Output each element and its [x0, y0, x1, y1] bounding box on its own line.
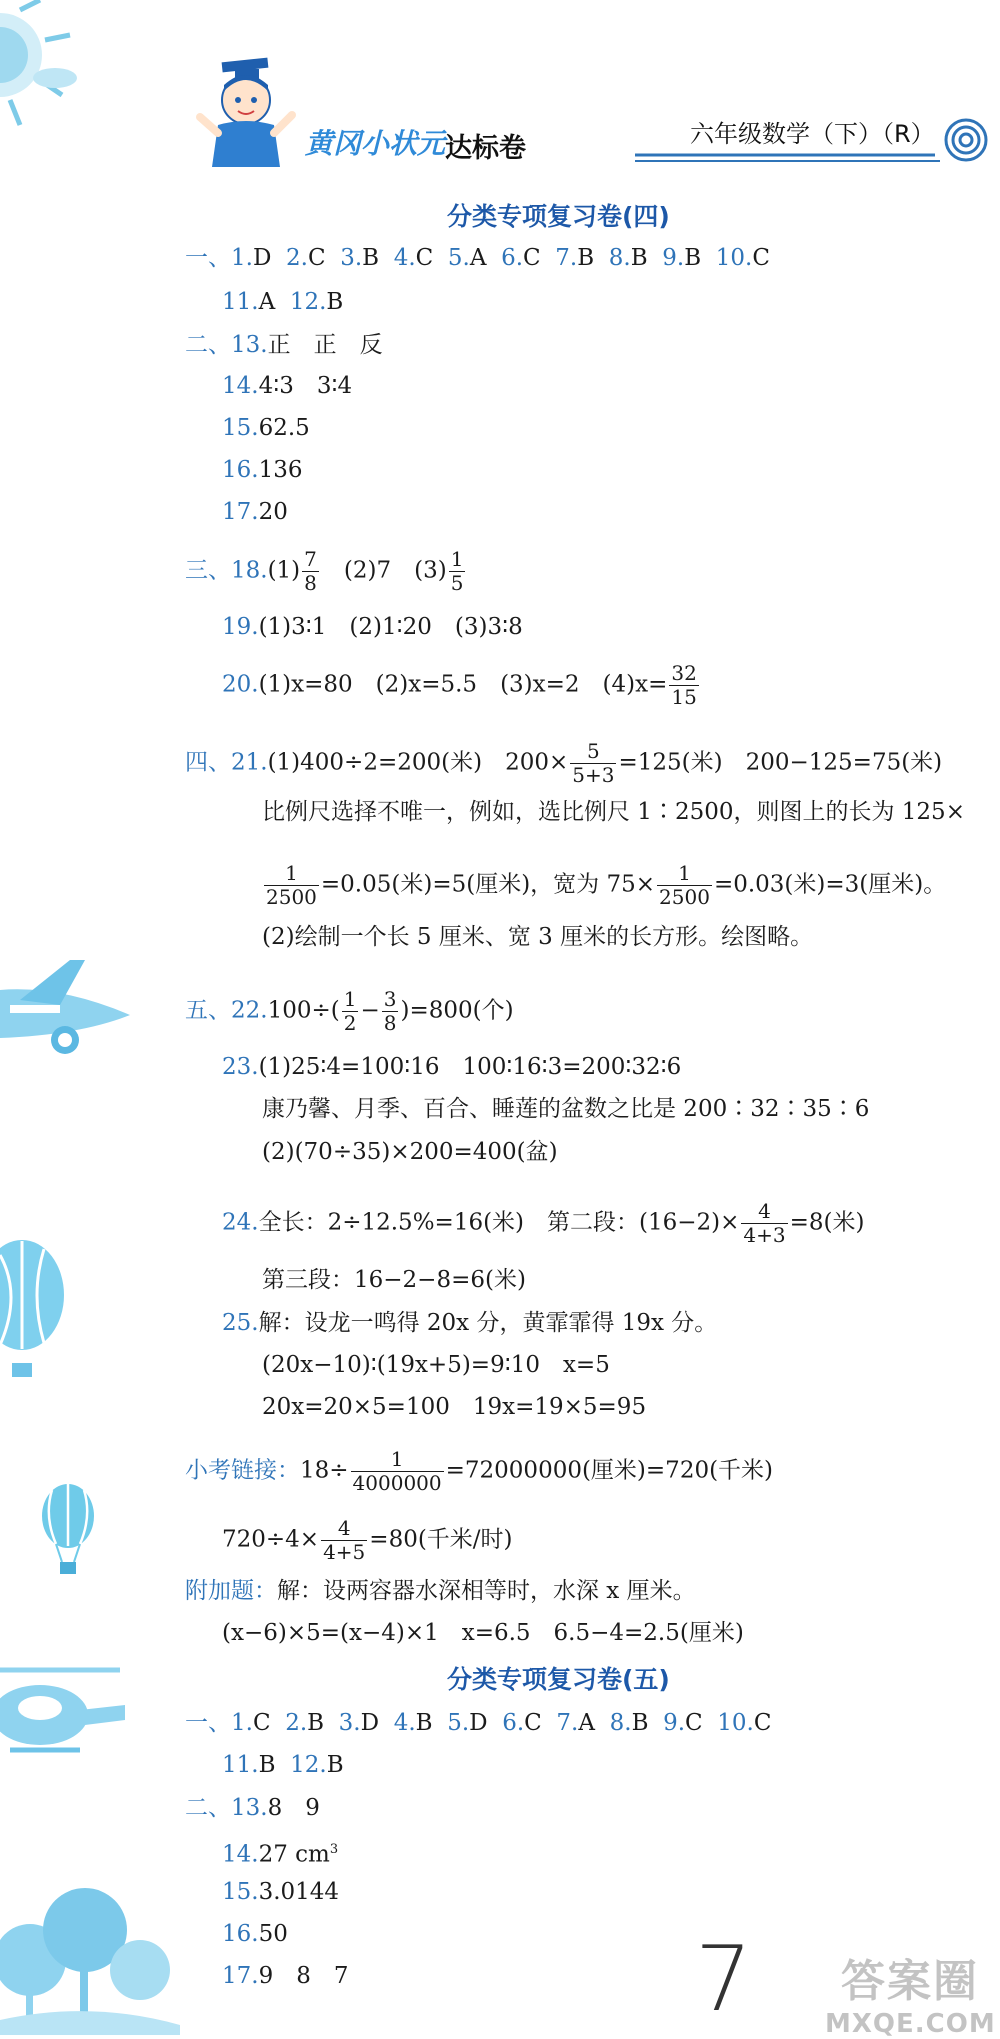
numerator: 7 [304, 547, 317, 571]
s4-row-21-line3 [262, 862, 946, 909]
denominator: 15 [671, 685, 697, 709]
watermark-url: MXQE.COM [825, 2009, 996, 2039]
q16-number: 16. [222, 1921, 259, 1947]
denominator: 8 [383, 1011, 397, 1035]
numerator: 4 [741, 1200, 787, 1224]
numerator: 3 [383, 987, 397, 1011]
s4-row-25-line3: 20x=20×5=100 19x=19×5=95 [262, 1394, 647, 1420]
answer: (1)25∶4=100∶16 100∶16∶3=200∶32∶6 [258, 1054, 682, 1080]
q15-number: 15. [222, 1879, 259, 1905]
brand-suffix: 达标卷 [445, 133, 526, 164]
hot-air-balloon-large-decoration [0, 1235, 90, 1385]
q1-number: 一、1. [185, 1710, 253, 1736]
s5-row-17 [222, 1961, 348, 1991]
fraction [382, 988, 399, 1035]
answer: C [753, 1710, 772, 1736]
answer: 4∶3 3∶4 [258, 373, 353, 399]
text: =0.05(米)=5(厘米)，宽为 75× [320, 871, 656, 898]
section-5-title: 分类专项复习卷(五) [447, 1665, 670, 1694]
helicopter-decoration [0, 1650, 130, 1770]
numerator: 1 [264, 862, 319, 886]
s4-row-21 [185, 740, 942, 787]
denominator: 2500 [659, 885, 710, 909]
s4-row-23-line2: 康乃馨、月季、百合、睡莲的盆数之比是 200∶32∶35∶6 [262, 1096, 870, 1122]
q12-number: 12. [290, 1752, 327, 1778]
q7-number: 7. [556, 1710, 579, 1736]
q5-number: 5. [447, 245, 470, 271]
q13-number: 二、13. [185, 1795, 268, 1821]
answer: C [523, 245, 541, 271]
s4-row-19 [222, 612, 523, 642]
q13-number: 二、13. [185, 332, 268, 358]
s4-row-20 [222, 662, 701, 709]
s5-row-16 [222, 1919, 288, 1949]
answer: C [685, 1710, 703, 1736]
numerator: 1 [351, 1448, 444, 1472]
s5-row-2 [222, 1750, 344, 1780]
q2-number: 2. [285, 1710, 308, 1736]
q6-number: 6. [501, 245, 524, 271]
link-question-label: 小考链接： [185, 1457, 300, 1484]
answer: B [577, 245, 595, 271]
q22-number: 五、22. [185, 997, 268, 1024]
mascot-scholar-icon [180, 55, 310, 170]
answer: (1)x=80 (2)x=5.5 (3)x=2 (4)x= [258, 671, 668, 698]
fraction [321, 1517, 367, 1564]
text: 全长：2÷12.5%=16(米) 第二段：(16−2)× [258, 1209, 740, 1236]
numerator: 1 [657, 862, 712, 886]
q25-number: 25. [222, 1310, 259, 1336]
s5-row-1 [185, 1708, 771, 1738]
answer: 正 正 反 [267, 332, 383, 358]
s4-row-24 [222, 1200, 865, 1247]
s4-row-18 [185, 548, 467, 595]
airplane-decoration [0, 960, 140, 1080]
s4-row-23-line3: (2)(70÷35)×200=400(盆) [262, 1139, 558, 1165]
text: )=800(个) [400, 997, 514, 1024]
q20-number: 20. [222, 671, 259, 698]
answer: C [307, 245, 326, 271]
s4-row-1 [185, 243, 770, 273]
fraction [264, 862, 319, 909]
q11-number: 11. [222, 289, 259, 315]
s5-row-13 [185, 1793, 320, 1823]
q16-number: 16. [222, 457, 259, 483]
answer: A [258, 289, 276, 315]
answer: 8 9 [267, 1795, 320, 1821]
q9-number: 9. [663, 1710, 686, 1736]
answer: A [469, 245, 487, 271]
q4-number: 4. [393, 245, 416, 271]
fraction [570, 740, 616, 787]
answer: C [415, 245, 434, 271]
header-swoosh-decoration [630, 112, 1000, 164]
q10-number: 10. [717, 1710, 754, 1736]
denominator: 8 [304, 571, 317, 595]
numerator: 1 [450, 547, 464, 571]
answer: B [684, 245, 702, 271]
text: − [360, 997, 380, 1024]
answer: 50 [258, 1921, 288, 1947]
bonus-question-row [185, 1576, 696, 1606]
q17-number: 17. [222, 499, 259, 525]
s4-row-23 [222, 1052, 681, 1082]
answer: B [326, 1752, 344, 1778]
s4-row-24-line2: 第三段：16−2−8=6(米) [262, 1267, 526, 1293]
answer: 27 cm [258, 1841, 330, 1868]
numerator: 1 [343, 987, 357, 1011]
answer: 136 [258, 457, 303, 483]
q2-number: 2. [286, 245, 308, 271]
s4-row-21-line2: 比例尺选择不唯一，例如，选比例尺 1∶2500，则图上的长为 125× [262, 799, 965, 825]
q17-number: 17. [222, 1963, 259, 1989]
text: 18÷ [300, 1457, 349, 1484]
section-4-title: 分类专项复习卷(四) [447, 202, 670, 231]
text: =0.03(米)=3(厘米)。 [713, 871, 947, 898]
q15-number: 15. [222, 415, 259, 441]
s5-row-15 [222, 1877, 339, 1907]
answer: C [752, 245, 770, 271]
answer: 62.5 [258, 415, 310, 441]
answer: C [524, 1710, 542, 1736]
s5-row-14 [222, 1835, 338, 1870]
denominator: 5+3 [572, 763, 615, 787]
link-question-row-2 [222, 1517, 513, 1564]
s4-row-17 [222, 497, 288, 527]
hot-air-balloon-small-decoration [38, 1480, 98, 1580]
q11-number: 11. [222, 1752, 259, 1778]
text: (1)400÷2=200(米) 200× [267, 749, 569, 776]
denominator: 4+3 [743, 1223, 786, 1247]
brand-logo-text: 黄冈小状元 [305, 127, 446, 160]
trees-decoration [0, 1880, 180, 2035]
s4-row-21-line4: (2)绘制一个长 5 厘米、宽 3 厘米的长方形。绘图略。 [262, 924, 814, 950]
answer: B [326, 289, 344, 315]
s4-row-15 [222, 413, 310, 443]
q8-number: 8. [608, 245, 631, 271]
answer: D [360, 1710, 380, 1736]
q21-number: 四、21. [185, 749, 268, 776]
s4-row-25 [222, 1308, 717, 1338]
text: 100÷( [267, 997, 340, 1024]
numerator: 32 [671, 661, 697, 685]
fraction [449, 548, 466, 595]
fraction [657, 862, 712, 909]
q4-number: 4. [393, 1710, 416, 1736]
sun-corner-decoration [0, 0, 90, 140]
numerator: 5 [570, 740, 616, 764]
watermark-logo-text: 答案圈 [841, 1956, 979, 2007]
text: (2)7 (3) [320, 557, 447, 584]
answer: C [252, 1710, 271, 1736]
denominator: 2 [343, 1011, 357, 1035]
text: 720÷4× [222, 1526, 320, 1553]
denominator: 5 [450, 571, 464, 595]
grade-label: 六年级数学（下）（R） [690, 120, 935, 148]
text: =125(米) 200−125=75(米) [618, 749, 943, 776]
q24-number: 24. [222, 1209, 259, 1236]
fraction [351, 1448, 444, 1495]
answer: B [631, 1710, 649, 1736]
answer: B [630, 245, 648, 271]
q19-number: 19. [222, 614, 259, 640]
answer: B [307, 1710, 325, 1736]
q6-number: 6. [502, 1710, 525, 1736]
text: =80(千米/时) [369, 1526, 513, 1553]
s4-row-16 [222, 455, 302, 485]
answer: 20 [258, 499, 288, 525]
q3-number: 3. [340, 245, 363, 271]
watermark [825, 1945, 995, 2039]
q14-number: 14. [222, 1841, 259, 1868]
bonus-question-label: 附加题： [185, 1578, 277, 1604]
fraction [302, 548, 319, 595]
bonus-question-row-2: (x−6)×5=(x−4)×1 x=6.5 6.5−4=2.5(厘米) [222, 1620, 744, 1646]
q3-number: 3. [338, 1710, 361, 1736]
q10-number: 10. [715, 245, 753, 271]
answer: B [415, 1710, 433, 1736]
q7-number: 7. [555, 245, 578, 271]
brand-logo [305, 122, 445, 162]
answer: B [258, 1752, 276, 1778]
answer: 9 8 7 [258, 1963, 349, 1989]
fraction [669, 662, 698, 709]
text: =72000000(厘米)=720(千米) [445, 1457, 774, 1484]
cube-exponent: 3 [329, 1842, 339, 1857]
q12-number: 12. [289, 289, 327, 315]
page-number: 7 [695, 1927, 753, 2032]
answer: D [252, 245, 272, 271]
denominator: 2500 [266, 885, 317, 909]
q23-number: 23. [222, 1054, 259, 1080]
link-question-row [185, 1448, 773, 1495]
answer: (1)3∶1 (2)1∶20 (3)3∶8 [258, 614, 523, 640]
text: (1) [267, 557, 301, 584]
s4-row-22 [185, 988, 514, 1035]
answer: 解：设龙一鸣得 20x 分，黄霏霏得 19x 分。 [258, 1310, 718, 1336]
s4-row-2 [222, 287, 343, 317]
answer: D [469, 1710, 488, 1736]
numerator: 4 [321, 1517, 367, 1541]
text: 解：设两容器水深相等时，水深 x 厘米。 [277, 1578, 696, 1604]
q18-number: 三、18. [185, 557, 268, 584]
text: =8(米) [789, 1209, 865, 1236]
q8-number: 8. [609, 1710, 632, 1736]
denominator: 4000000 [352, 1471, 442, 1495]
answer: A [578, 1710, 595, 1736]
q14-number: 14. [222, 373, 259, 399]
answer: 3.0144 [258, 1879, 340, 1905]
answer: B [362, 245, 380, 271]
s4-row-13 [185, 330, 383, 360]
fraction [741, 1200, 787, 1247]
s4-row-25-line2: (20x−10)∶(19x+5)=9∶10 x=5 [262, 1352, 610, 1378]
fraction [342, 988, 359, 1035]
q1-number: 一、1. [185, 245, 253, 271]
q9-number: 9. [662, 245, 685, 271]
q5-number: 5. [447, 1710, 470, 1736]
denominator: 4+5 [323, 1540, 366, 1564]
s4-row-14 [222, 371, 352, 401]
